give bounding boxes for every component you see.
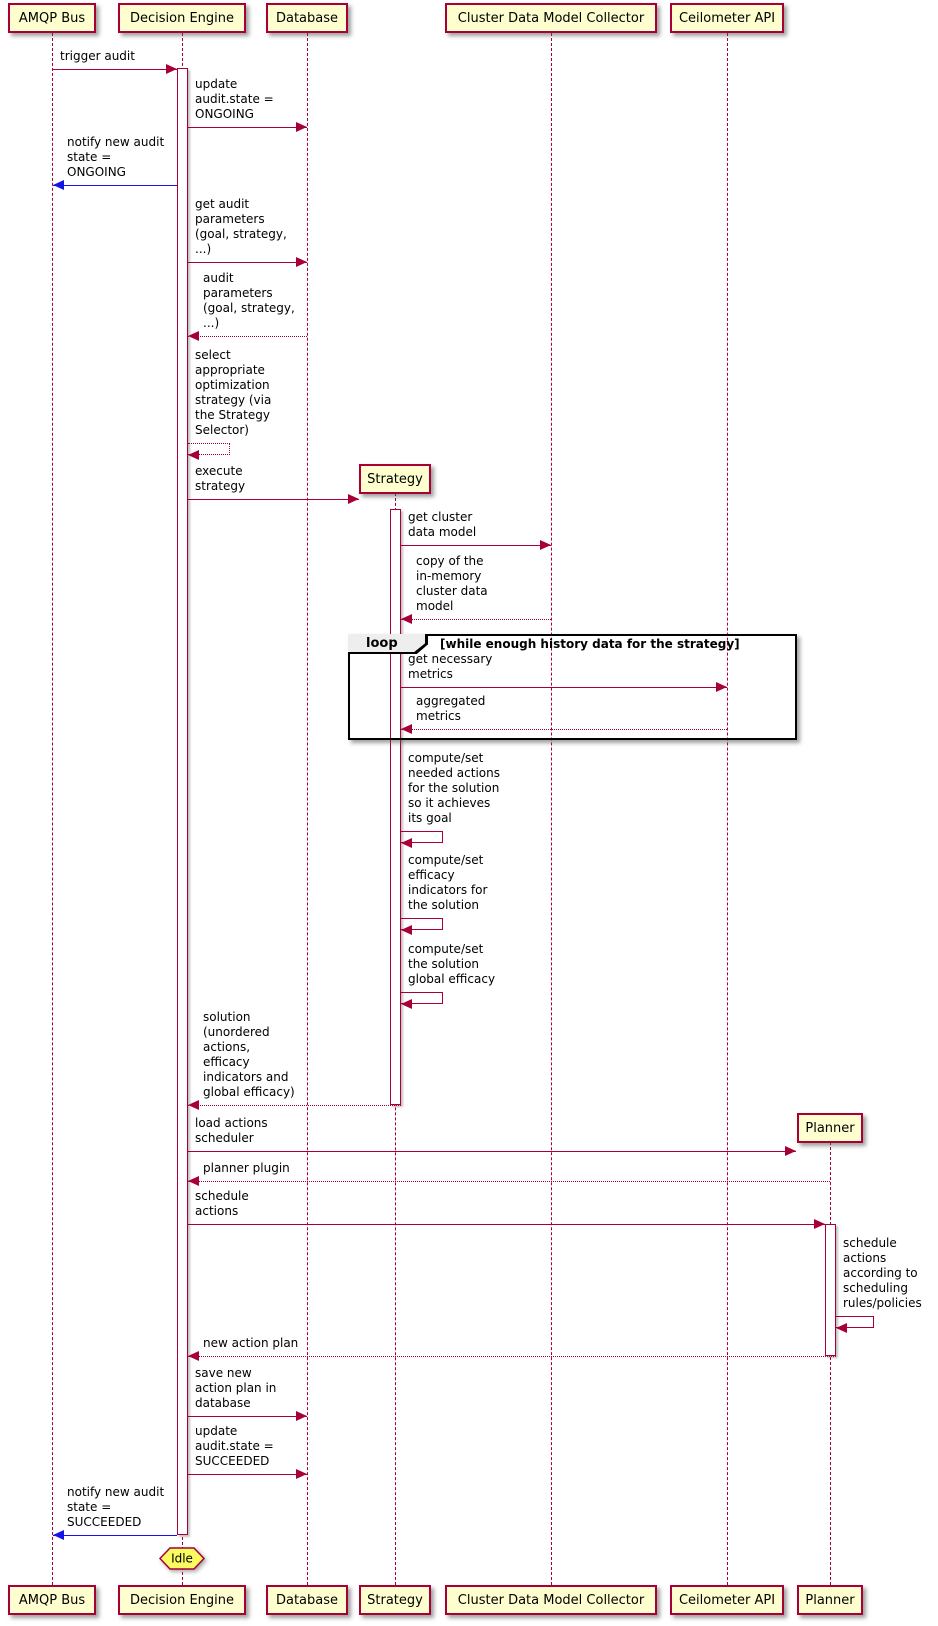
lifeline-database <box>307 33 308 1585</box>
participant-database-label: Database <box>275 1592 339 1608</box>
lifeline-planner <box>830 1142 831 1585</box>
schedule-actions-label-line: actions <box>195 1204 239 1218</box>
schedule-actions-line <box>188 1224 825 1225</box>
save-action-plan-line <box>188 1416 307 1417</box>
aggregated-metrics-return-label <box>416 694 485 724</box>
participant-amqp-bus-bottom <box>8 1585 96 1615</box>
schedule-according-rules-self-label-line: scheduling <box>843 1281 908 1295</box>
get-audit-parameters-label-line: (goal, strategy, <box>195 227 287 241</box>
audit-parameters-return-line <box>188 336 307 337</box>
end-state-label: Idle <box>171 1551 193 1566</box>
solution-return-label-line: efficacy <box>203 1055 250 1069</box>
compute-needed-actions-self-label-line: so it achieves <box>408 796 491 810</box>
schedule-according-rules-self-arrowhead <box>836 1323 847 1333</box>
solution-return-label-line: indicators and <box>203 1070 289 1084</box>
compute-efficacy-indicators-self-label-line: compute/set <box>408 853 484 867</box>
audit-parameters-return-label-line: audit <box>203 271 234 285</box>
compute-global-efficacy-self-label <box>408 942 495 987</box>
select-optimization-strategy-self-label <box>195 348 271 438</box>
save-action-plan-arrowhead <box>296 1411 307 1421</box>
audit-parameters-return-arrowhead <box>188 331 199 341</box>
get-necessary-metrics-label-line: metrics <box>408 667 453 681</box>
participant-decision-engine-label: Decision Engine <box>129 1592 235 1608</box>
participant-strategy-created <box>359 464 431 494</box>
select-optimization-strategy-self-arrowhead <box>188 450 199 460</box>
cluster-data-model-return-line <box>401 619 551 620</box>
idle-hexagon-icon <box>159 1547 205 1570</box>
update-audit-state-succeeded-label-line: audit.state = <box>195 1439 274 1453</box>
load-actions-scheduler-line <box>188 1151 796 1152</box>
aggregated-metrics-return-label-line: metrics <box>416 709 461 723</box>
notify-new-audit-state-succeeded-label-line: notify new audit <box>67 1485 165 1499</box>
get-necessary-metrics-label-line: get necessary <box>408 652 493 666</box>
planner-plugin-return-label-line: planner plugin <box>203 1161 290 1175</box>
participant-ceilometer-api-label: Ceilometer API <box>678 10 776 26</box>
schedule-according-rules-self-label-line: actions <box>843 1251 887 1265</box>
execute-strategy-label <box>195 464 245 494</box>
select-optimization-strategy-self-label-line: Selector) <box>195 423 249 437</box>
notify-new-audit-state-succeeded-arrowhead <box>53 1530 64 1540</box>
participant-amqp-bus-label: AMQP Bus <box>18 1592 86 1608</box>
cluster-data-model-return-arrowhead <box>401 614 412 624</box>
load-actions-scheduler-label-line: load actions <box>195 1116 268 1130</box>
select-optimization-strategy-self-label-line: appropriate <box>195 363 265 377</box>
get-audit-parameters-label-line: ...) <box>195 242 212 256</box>
schedule-according-rules-self-label <box>843 1236 922 1311</box>
solution-return-label <box>203 1010 295 1100</box>
loop-condition: [while enough history data for the strategy] <box>440 637 740 651</box>
trigger-audit-label <box>60 49 135 64</box>
compute-global-efficacy-self-arrowhead <box>401 999 412 1009</box>
participant-ceilometer-api-top <box>670 3 784 33</box>
get-audit-parameters-line <box>188 262 307 263</box>
participant-database-label: Database <box>275 10 339 26</box>
compute-needed-actions-self-arrowhead <box>401 838 412 848</box>
update-audit-state-ongoing-label-line: audit.state = <box>195 92 274 106</box>
decision-engine-activation <box>177 68 188 1535</box>
select-optimization-strategy-self-label-line: the Strategy <box>195 408 270 422</box>
schedule-according-rules-self-label-line: schedule <box>843 1236 897 1250</box>
participant-planner-label: Planner <box>805 1592 855 1608</box>
cluster-data-model-return-label-line: cluster data <box>416 584 488 598</box>
new-action-plan-return-label <box>203 1336 298 1351</box>
participant-ceilometer-api-bottom <box>670 1585 784 1615</box>
cluster-data-model-return-label-line: model <box>416 599 454 613</box>
planner-plugin-return-line <box>188 1181 830 1182</box>
notify-new-audit-state-ongoing-arrowhead <box>53 180 64 190</box>
lifeline-amqp-bus <box>52 33 53 1585</box>
compute-needed-actions-self-label-line: needed actions <box>408 766 500 780</box>
get-audit-parameters-label-line: get audit <box>195 197 250 211</box>
get-cluster-data-model-label <box>408 510 476 540</box>
update-audit-state-ongoing-label-line: update <box>195 77 238 91</box>
execute-strategy-label-line: execute <box>195 464 243 478</box>
get-cluster-data-model-line <box>401 545 551 546</box>
planner-activation <box>825 1224 836 1356</box>
participant-cluster-data-model-collector-label: Cluster Data Model Collector <box>457 10 645 26</box>
lifeline-cluster-data-model-collector <box>551 33 552 1585</box>
new-action-plan-return-line <box>188 1356 836 1357</box>
participant-strategy-label: Strategy <box>367 471 423 487</box>
participant-amqp-bus-label: AMQP Bus <box>18 10 86 26</box>
compute-needed-actions-self-label-line: for the solution <box>408 781 500 795</box>
schedule-according-rules-self-label-line: according to <box>843 1266 918 1280</box>
trigger-audit-arrowhead <box>166 64 177 74</box>
participant-database-top <box>266 3 348 33</box>
save-action-plan-label-line: save new <box>195 1366 252 1380</box>
get-audit-parameters-label-line: parameters <box>195 212 265 226</box>
audit-parameters-return-label-line: parameters <box>203 286 273 300</box>
participant-decision-engine-top <box>118 3 246 33</box>
participant-planner-created <box>797 1113 863 1143</box>
solution-return-label-line: solution <box>203 1010 251 1024</box>
participant-strategy-label: Strategy <box>367 1592 423 1608</box>
solution-return-label-line: (unordered <box>203 1025 270 1039</box>
participant-decision-engine-label: Decision Engine <box>129 10 235 26</box>
compute-global-efficacy-self-label-line: global efficacy <box>408 972 496 986</box>
update-audit-state-succeeded-label-line: update <box>195 1424 238 1438</box>
notify-new-audit-state-ongoing-label-line: notify new audit <box>67 135 165 149</box>
load-actions-scheduler-label-line: scheduler <box>195 1131 254 1145</box>
update-audit-state-ongoing-arrowhead <box>296 122 307 132</box>
participant-decision-engine-bottom <box>118 1585 246 1615</box>
select-optimization-strategy-self-label-line: optimization <box>195 378 270 392</box>
compute-efficacy-indicators-self-label-line: indicators for <box>408 883 488 897</box>
update-audit-state-ongoing-label-line: ONGOING <box>195 107 254 121</box>
participant-cluster-data-model-collector-top <box>445 3 657 33</box>
select-optimization-strategy-self-label-line: strategy (via <box>195 393 272 407</box>
execute-strategy-line <box>188 499 359 500</box>
strategy-activation <box>390 509 401 1105</box>
solution-return-label-line: actions, <box>203 1040 251 1054</box>
update-audit-state-ongoing-label <box>195 77 274 122</box>
save-action-plan-label <box>195 1366 276 1411</box>
get-cluster-data-model-label-line: data model <box>408 525 477 539</box>
planner-plugin-return-label <box>203 1161 290 1176</box>
cluster-data-model-return-label-line: copy of the <box>416 554 484 568</box>
notify-new-audit-state-ongoing-label-line: ONGOING <box>67 165 126 179</box>
load-actions-scheduler-label <box>195 1116 268 1146</box>
trigger-audit-line <box>53 69 177 70</box>
compute-efficacy-indicators-self-label <box>408 853 487 913</box>
schedule-actions-label <box>195 1189 249 1219</box>
update-audit-state-succeeded-label <box>195 1424 274 1469</box>
get-audit-parameters-label <box>195 197 287 257</box>
get-necessary-metrics-arrowhead <box>716 682 727 692</box>
schedule-according-rules-self-label-line: rules/policies <box>843 1296 922 1310</box>
new-action-plan-return-arrowhead <box>188 1351 199 1361</box>
audit-parameters-return-label <box>203 271 295 331</box>
notify-new-audit-state-succeeded-line <box>53 1535 177 1536</box>
audit-parameters-return-label-line: (goal, strategy, <box>203 301 295 315</box>
update-audit-state-succeeded-label-line: SUCCEEDED <box>195 1454 270 1468</box>
aggregated-metrics-return-arrowhead <box>401 724 412 734</box>
notify-new-audit-state-ongoing-label <box>67 135 164 180</box>
update-audit-state-ongoing-line <box>188 127 307 128</box>
get-audit-parameters-arrowhead <box>296 257 307 267</box>
notify-new-audit-state-succeeded-label-line: SUCCEEDED <box>67 1515 142 1529</box>
compute-global-efficacy-self-label-line: compute/set <box>408 942 484 956</box>
compute-efficacy-indicators-self-arrowhead <box>401 925 412 935</box>
participant-ceilometer-api-label: Ceilometer API <box>678 1592 776 1608</box>
participant-cluster-data-model-collector-label: Cluster Data Model Collector <box>457 1592 645 1608</box>
save-action-plan-label-line: action plan in <box>195 1381 277 1395</box>
cluster-data-model-return-label-line: in-memory <box>416 569 482 583</box>
participant-planner-label: Planner <box>805 1120 855 1136</box>
compute-global-efficacy-self-label-line: the solution <box>408 957 480 971</box>
end-state-idle <box>159 1547 205 1570</box>
aggregated-metrics-return-line <box>401 729 727 730</box>
lifeline-ceilometer-api <box>727 33 728 1585</box>
notify-new-audit-state-ongoing-line <box>53 185 177 186</box>
compute-efficacy-indicators-self-label-line: the solution <box>408 898 480 912</box>
get-necessary-metrics-label <box>408 652 492 682</box>
get-cluster-data-model-arrowhead <box>540 540 551 550</box>
update-audit-state-succeeded-line <box>188 1474 307 1475</box>
participant-cluster-data-model-collector-bottom <box>445 1585 657 1615</box>
get-cluster-data-model-label-line: get cluster <box>408 510 473 524</box>
schedule-actions-arrowhead <box>814 1219 825 1229</box>
participant-planner-bottom <box>797 1585 863 1615</box>
solution-return-line <box>188 1105 401 1106</box>
compute-needed-actions-self-label-line: its goal <box>408 811 452 825</box>
load-actions-scheduler-arrowhead <box>785 1146 796 1156</box>
get-necessary-metrics-line <box>401 687 727 688</box>
compute-efficacy-indicators-self-label-line: efficacy <box>408 868 455 882</box>
solution-return-label-line: global efficacy) <box>203 1085 295 1099</box>
planner-plugin-return-arrowhead <box>188 1176 199 1186</box>
participant-database-bottom <box>266 1585 348 1615</box>
execute-strategy-label-line: strategy <box>195 479 246 493</box>
select-optimization-strategy-self-label-line: select <box>195 348 231 362</box>
audit-parameters-return-label-line: ...) <box>203 316 220 330</box>
new-action-plan-return-label-line: new action plan <box>203 1336 299 1350</box>
participant-strategy-bottom <box>359 1585 431 1615</box>
update-audit-state-succeeded-arrowhead <box>296 1469 307 1479</box>
notify-new-audit-state-succeeded-label-line: state = <box>67 1500 112 1514</box>
solution-return-arrowhead <box>188 1100 199 1110</box>
notify-new-audit-state-succeeded-label <box>67 1485 164 1530</box>
loop-keyword: loop <box>366 636 398 651</box>
compute-needed-actions-self-label <box>408 751 500 826</box>
cluster-data-model-return-label <box>416 554 488 614</box>
save-action-plan-label-line: database <box>195 1396 251 1410</box>
execute-strategy-arrowhead <box>348 494 359 504</box>
participant-amqp-bus-top <box>8 3 96 33</box>
aggregated-metrics-return-label-line: aggregated <box>416 694 486 708</box>
notify-new-audit-state-ongoing-label-line: state = <box>67 150 112 164</box>
trigger-audit-label-line: trigger audit <box>60 49 135 63</box>
schedule-actions-label-line: schedule <box>195 1189 249 1203</box>
compute-needed-actions-self-label-line: compute/set <box>408 751 484 765</box>
